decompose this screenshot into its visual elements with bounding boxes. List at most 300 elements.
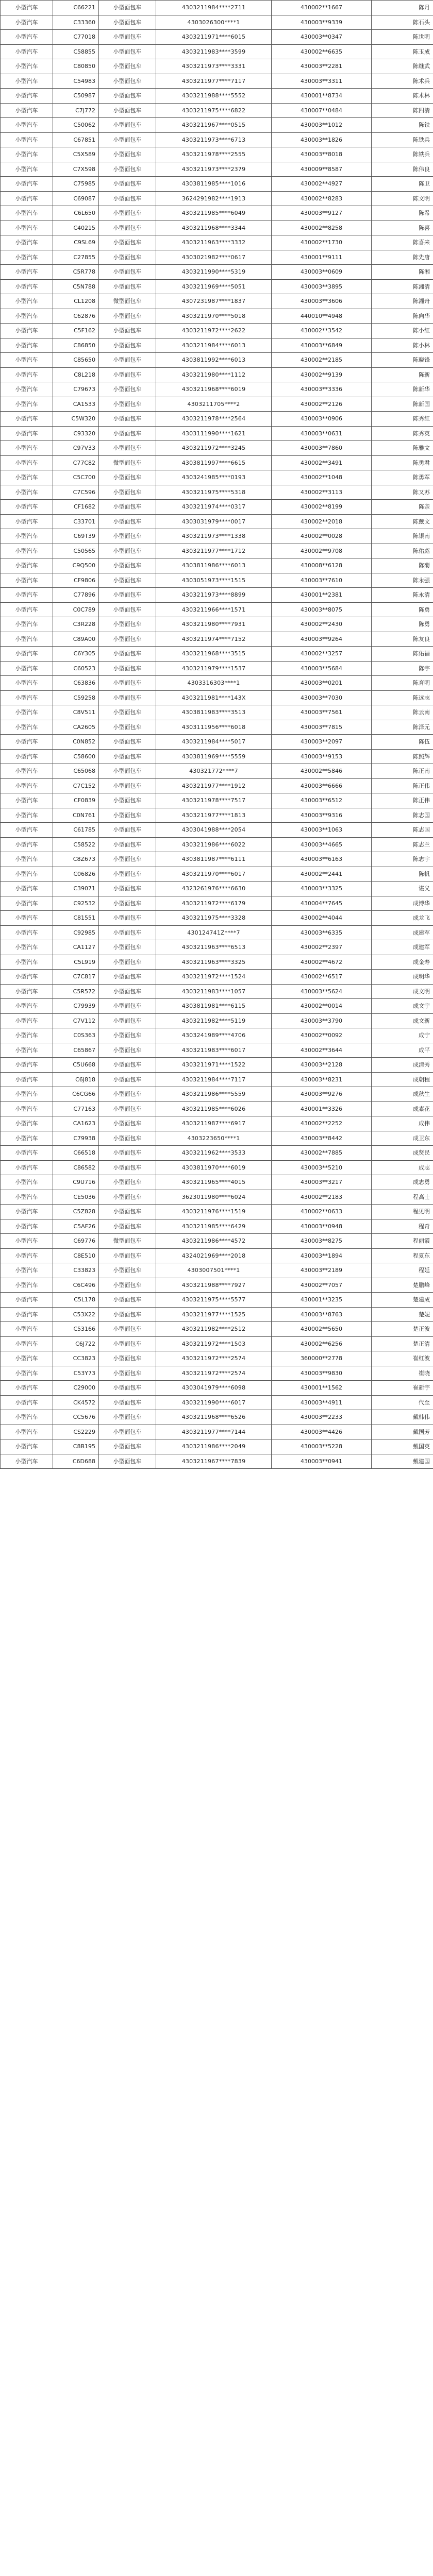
table-row: [1, 676, 433, 691]
table-row: [1, 1307, 433, 1322]
owner-name-cell: 陈又苏: [372, 485, 433, 500]
vehicle-model-cell: 小型面包车: [99, 705, 156, 720]
owner-name-cell: 陈文明: [372, 191, 433, 206]
table-row: [1, 808, 433, 823]
owner-name-cell: 陈佑彪: [372, 544, 433, 558]
phone-number-cell: 430003**9153: [272, 749, 372, 764]
owner-name-cell: 陈继武: [372, 59, 433, 74]
vehicle-type-cell: 小型汽车: [1, 1101, 53, 1116]
owner-name-cell: 陈亲: [372, 500, 433, 515]
vehicle-type-cell: 小型汽车: [1, 1439, 53, 1454]
vehicle-model-cell: 小型面包车: [99, 338, 156, 353]
phone-number-cell: 430003**9316: [272, 808, 372, 823]
plate-number-cell: C5F162: [53, 324, 99, 338]
id-number-cell: 4303211977****7144: [156, 1425, 272, 1439]
vehicle-model-cell: 小型面包车: [99, 470, 156, 485]
phone-number-cell: 430003**9264: [272, 632, 372, 647]
table-row: [1, 1248, 433, 1263]
owner-name-cell: 陈远志: [372, 690, 433, 705]
vehicle-model-cell: 小型面包车: [99, 1160, 156, 1175]
vehicle-type-cell: 小型汽车: [1, 925, 53, 940]
table-row: [1, 1425, 433, 1439]
id-number-cell: 4303811983****3513: [156, 705, 272, 720]
vehicle-model-cell: 小型面包车: [99, 1190, 156, 1205]
owner-name-cell: 陈银南: [372, 529, 433, 544]
vehicle-type-cell: 小型汽车: [1, 426, 53, 441]
vehicle-type-cell: 小型汽车: [1, 896, 53, 911]
vehicle-model-cell: 小型面包车: [99, 984, 156, 999]
plate-number-cell: C7C152: [53, 778, 99, 793]
owner-name-cell: 戴国英: [372, 1439, 433, 1454]
owner-name-cell: 陈勇: [372, 602, 433, 617]
phone-number-cell: 430004**7645: [272, 896, 372, 911]
phone-number-cell: 430002**8258: [272, 221, 372, 235]
vehicle-model-cell: 小型面包车: [99, 1013, 156, 1028]
owner-name-cell: 陈新国: [372, 397, 433, 412]
vehicle-model-cell: 小型面包车: [99, 1043, 156, 1058]
table-row: [1, 1190, 433, 1205]
owner-name-cell: 楚鹏峰: [372, 1278, 433, 1293]
id-number-cell: 4303211970****6017: [156, 867, 272, 882]
phone-number-cell: 430002**2185: [272, 353, 372, 368]
plate-number-cell: C69T39: [53, 529, 99, 544]
plate-number-cell: C61785: [53, 823, 99, 838]
vehicle-type-cell: 小型汽车: [1, 793, 53, 808]
owner-name-cell: 程延: [372, 1263, 433, 1278]
phone-number-cell: 430001**3235: [272, 1293, 372, 1308]
vehicle-type-cell: 小型汽车: [1, 867, 53, 882]
id-number-cell: 4303211972****2574: [156, 1351, 272, 1366]
vehicle-type-cell: 小型汽车: [1, 1234, 53, 1249]
phone-number-cell: 430002**2126: [272, 397, 372, 412]
phone-number-cell: 430007**0484: [272, 103, 372, 118]
owner-name-cell: 成宁: [372, 1028, 433, 1043]
table-row: [1, 162, 433, 177]
owner-name-cell: 陈新华: [372, 382, 433, 397]
id-number-cell: 4303211977****1912: [156, 778, 272, 793]
id-number-cell: 4303211969****5051: [156, 279, 272, 294]
vehicle-model-cell: 小型面包车: [99, 426, 156, 441]
vehicle-type-cell: 小型汽车: [1, 529, 53, 544]
vehicle-type-cell: 小型汽车: [1, 44, 53, 59]
id-number-cell: 4303111956****6018: [156, 720, 272, 735]
table-row: [1, 1205, 433, 1219]
owner-name-cell: 成清秀: [372, 1058, 433, 1073]
owner-name-cell: 楚正清: [372, 1336, 433, 1351]
phone-number-cell: 430002**1730: [272, 235, 372, 250]
plate-number-cell: C5X589: [53, 147, 99, 162]
vehicle-type-cell: 小型汽车: [1, 749, 53, 764]
phone-number-cell: 430002**4044: [272, 911, 372, 926]
vehicle-type-cell: 小型汽车: [1, 882, 53, 896]
vehicle-model-cell: 小型面包车: [99, 324, 156, 338]
vehicle-type-cell: 小型汽车: [1, 1072, 53, 1087]
vehicle-model-cell: 小型面包车: [99, 1219, 156, 1234]
table-row: [1, 573, 433, 588]
phone-number-cell: 430002**4672: [272, 955, 372, 970]
vehicle-model-cell: 小型面包车: [99, 221, 156, 235]
vehicle-type-cell: 小型汽车: [1, 177, 53, 192]
vehicle-type-cell: 小型汽车: [1, 573, 53, 588]
vehicle-type-cell: 小型汽车: [1, 59, 53, 74]
vehicle-type-cell: 小型汽车: [1, 1248, 53, 1263]
vehicle-type-cell: 小型汽车: [1, 324, 53, 338]
table-row: [1, 147, 433, 162]
plate-number-cell: C6D688: [53, 1454, 99, 1469]
vehicle-type-cell: 小型汽车: [1, 837, 53, 852]
id-number-cell: 4303811997****6615: [156, 455, 272, 470]
vehicle-model-cell: 小型面包车: [99, 793, 156, 808]
vehicle-model-cell: 小型面包车: [99, 309, 156, 324]
plate-number-cell: CL1208: [53, 294, 99, 309]
plate-number-cell: C77163: [53, 1101, 99, 1116]
vehicle-type-cell: 小型汽车: [1, 1293, 53, 1308]
plate-number-cell: C29000: [53, 1381, 99, 1396]
phone-number-cell: 430003**7815: [272, 720, 372, 735]
table-row: [1, 955, 433, 970]
owner-name-cell: 程夏东: [372, 1248, 433, 1263]
owner-name-cell: 陈石头: [372, 15, 433, 30]
id-number-cell: 4303211975****6822: [156, 103, 272, 118]
plate-number-cell: C7X598: [53, 162, 99, 177]
id-number-cell: 4303241985****0193: [156, 470, 272, 485]
vehicle-type-cell: 小型汽车: [1, 1058, 53, 1073]
vehicle-type-cell: 小型汽车: [1, 1087, 53, 1102]
phone-number-cell: 430002**9708: [272, 544, 372, 558]
vehicle-type-cell: 小型汽车: [1, 1425, 53, 1439]
phone-number-cell: 430003**2233: [272, 1410, 372, 1425]
vehicle-model-cell: 小型面包车: [99, 397, 156, 412]
id-number-cell: 4303211980****1112: [156, 367, 272, 382]
vehicle-type-cell: 小型汽车: [1, 911, 53, 926]
plate-number-cell: C5Z828: [53, 1205, 99, 1219]
id-number-cell: 4303211986****2049: [156, 1439, 272, 1454]
owner-name-cell: 陈术林: [372, 89, 433, 104]
owner-name-cell: 楚建成: [372, 1293, 433, 1308]
owner-name-cell: 成文新: [372, 1013, 433, 1028]
vehicle-model-cell: 小型面包车: [99, 808, 156, 823]
plate-number-cell: CF0839: [53, 793, 99, 808]
id-number-cell: 3623011980****6024: [156, 1190, 272, 1205]
phone-number-cell: 430002**3491: [272, 455, 372, 470]
phone-number-cell: 430002**2441: [272, 867, 372, 882]
vehicle-model-cell: 小型面包车: [99, 59, 156, 74]
plate-number-cell: CC3823: [53, 1351, 99, 1366]
vehicle-model-cell: 小型面包车: [99, 1351, 156, 1366]
vehicle-model-cell: 小型面包车: [99, 1336, 156, 1351]
vehicle-type-cell: 小型汽车: [1, 206, 53, 221]
phone-number-cell: 430003**5210: [272, 1160, 372, 1175]
id-number-cell: 4303211985****6049: [156, 206, 272, 221]
id-number-cell: 4303211968****6019: [156, 382, 272, 397]
owner-name-cell: 陈希: [372, 206, 433, 221]
plate-number-cell: C89A00: [53, 632, 99, 647]
id-number-cell: 4303211985****6429: [156, 1219, 272, 1234]
id-number-cell: 4303211972****3245: [156, 441, 272, 456]
table-row: [1, 690, 433, 705]
plate-number-cell: C63836: [53, 676, 99, 691]
phone-number-cell: 430001**2381: [272, 588, 372, 603]
vehicle-model-cell: 小型面包车: [99, 940, 156, 955]
table-row: [1, 412, 433, 427]
vehicle-type-cell: 小型汽车: [1, 1410, 53, 1425]
owner-name-cell: 陈永强: [372, 573, 433, 588]
plate-number-cell: C5AF26: [53, 1219, 99, 1234]
owner-name-cell: 崔红波: [372, 1351, 433, 1366]
phone-number-cell: 430003**4426: [272, 1425, 372, 1439]
vehicle-type-cell: 小型汽车: [1, 89, 53, 104]
phone-number-cell: 430003**0631: [272, 426, 372, 441]
table-row: [1, 514, 433, 529]
vehicle-model-cell: 小型面包车: [99, 588, 156, 603]
plate-number-cell: C77018: [53, 30, 99, 45]
phone-number-cell: 430003**5228: [272, 1439, 372, 1454]
vehicle-model-cell: 小型面包车: [99, 1278, 156, 1293]
vehicle-type-cell: 小型汽车: [1, 74, 53, 89]
id-number-cell: 4303211988****7927: [156, 1278, 272, 1293]
plate-number-cell: C53Y73: [53, 1366, 99, 1381]
id-number-cell: 4303211973****2379: [156, 162, 272, 177]
id-number-cell: 4303211978****2555: [156, 147, 272, 162]
phone-number-cell: 430009**8587: [272, 162, 372, 177]
id-number-cell: 4303211972****2622: [156, 324, 272, 338]
vehicle-model-cell: 小型面包车: [99, 1072, 156, 1087]
vehicle-type-cell: 小型汽车: [1, 338, 53, 353]
table-row: [1, 1072, 433, 1087]
owner-name-cell: 陈永清: [372, 588, 433, 603]
plate-number-cell: C3R228: [53, 617, 99, 632]
id-number-cell: 4303211973****3331: [156, 59, 272, 74]
vehicle-type-cell: 小型汽车: [1, 955, 53, 970]
phone-number-cell: 430002**1048: [272, 470, 372, 485]
owner-name-cell: 陈正伟: [372, 793, 433, 808]
table-row: [1, 426, 433, 441]
owner-name-cell: 谌义: [372, 882, 433, 896]
vehicle-type-cell: 小型汽车: [1, 132, 53, 147]
plate-number-cell: C27855: [53, 250, 99, 265]
plate-number-cell: CA1533: [53, 397, 99, 412]
id-number-cell: 4303811981****6115: [156, 999, 272, 1014]
owner-name-cell: 成建军: [372, 940, 433, 955]
table-row: [1, 118, 433, 133]
table-row: [1, 89, 433, 104]
vehicle-type-cell: 小型汽车: [1, 544, 53, 558]
id-number-cell: 4303211979****1537: [156, 661, 272, 676]
plate-number-cell: C80850: [53, 59, 99, 74]
phone-number-cell: 430001**8734: [272, 89, 372, 104]
owner-name-cell: 楚正波: [372, 1322, 433, 1337]
vehicle-model-cell: 小型面包车: [99, 573, 156, 588]
vehicle-model-cell: 小型面包车: [99, 500, 156, 515]
id-number-cell: 4303211988****5552: [156, 89, 272, 104]
vehicle-type-cell: 小型汽车: [1, 1454, 53, 1469]
vehicle-type-cell: 小型汽车: [1, 191, 53, 206]
table-row: [1, 500, 433, 515]
vehicle-model-cell: 小型面包车: [99, 1205, 156, 1219]
table-row: [1, 44, 433, 59]
vehicle-type-cell: 小型汽车: [1, 1395, 53, 1410]
phone-number-cell: 430003**9127: [272, 206, 372, 221]
plate-number-cell: C69776: [53, 1234, 99, 1249]
vehicle-type-cell: 小型汽车: [1, 30, 53, 45]
plate-number-cell: CK4572: [53, 1395, 99, 1410]
plate-number-cell: C39071: [53, 882, 99, 896]
owner-name-cell: 成平: [372, 1043, 433, 1058]
owner-name-cell: 陈正南: [372, 764, 433, 779]
vehicle-type-cell: 小型汽车: [1, 250, 53, 265]
id-number-cell: 3624291982****1913: [156, 191, 272, 206]
phone-number-cell: 430002**2397: [272, 940, 372, 955]
owner-name-cell: 戴国芳: [372, 1425, 433, 1439]
id-number-cell: 4303211984****7117: [156, 1072, 272, 1087]
owner-name-cell: 陈菊: [372, 558, 433, 573]
id-number-cell: 4303211973****8899: [156, 588, 272, 603]
id-number-cell: 4303211963****3325: [156, 955, 272, 970]
id-number-cell: 4303811969****5559: [156, 749, 272, 764]
phone-number-cell: 430003**0347: [272, 30, 372, 45]
phone-number-cell: 430003**8763: [272, 1307, 372, 1322]
phone-number-cell: 430003**1894: [272, 1248, 372, 1263]
owner-name-cell: 崔晓: [372, 1366, 433, 1381]
phone-number-cell: 430003**8275: [272, 1234, 372, 1249]
table-row: [1, 1219, 433, 1234]
vehicle-model-cell: 小型面包车: [99, 441, 156, 456]
owner-name-cell: 成志勇: [372, 1175, 433, 1190]
table-row: [1, 558, 433, 573]
vehicle-type-cell: 小型汽车: [1, 382, 53, 397]
owner-name-cell: 陈湘舟: [372, 294, 433, 309]
phone-number-cell: 430002**2018: [272, 514, 372, 529]
plate-number-cell: C6L650: [53, 206, 99, 221]
plate-number-cell: C5R572: [53, 984, 99, 999]
vehicle-type-cell: 小型汽车: [1, 1322, 53, 1337]
plate-number-cell: C6J818: [53, 1072, 99, 1087]
phone-number-cell: 430008**6128: [272, 558, 372, 573]
id-number-cell: 4303211986****6022: [156, 837, 272, 852]
table-row: [1, 852, 433, 867]
phone-number-cell: 430002**0014: [272, 999, 372, 1014]
table-row: [1, 1101, 433, 1116]
table-row: [1, 705, 433, 720]
phone-number-cell: 430001**9111: [272, 250, 372, 265]
vehicle-model-cell: 小型面包车: [99, 485, 156, 500]
phone-number-cell: 430003**4911: [272, 1395, 372, 1410]
vehicle-model-cell: 小型面包车: [99, 837, 156, 852]
plate-number-cell: C06826: [53, 867, 99, 882]
owner-name-cell: 成朝程: [372, 1072, 433, 1087]
vehicle-model-cell: 小型面包车: [99, 1439, 156, 1454]
plate-number-cell: C5L178: [53, 1293, 99, 1308]
id-number-cell: 4303223650****1: [156, 1131, 272, 1146]
id-number-cell: 4303211973****1338: [156, 529, 272, 544]
phone-number-cell: 430003**5624: [272, 984, 372, 999]
id-number-cell: 4303211974****0317: [156, 500, 272, 515]
owner-name-cell: 陈佑福: [372, 647, 433, 662]
owner-name-cell: 陈伍: [372, 735, 433, 750]
id-number-cell: 4303211986****5559: [156, 1087, 272, 1102]
plate-number-cell: C8E510: [53, 1248, 99, 1263]
owner-name-cell: 陈雅文: [372, 441, 433, 456]
table-row: [1, 1293, 433, 1308]
phone-number-cell: 430003**8442: [272, 1131, 372, 1146]
plate-number-cell: C77C82: [53, 455, 99, 470]
table-row: [1, 59, 433, 74]
vehicle-model-cell: 小型面包车: [99, 412, 156, 427]
plate-number-cell: CC5676: [53, 1410, 99, 1425]
owner-name-cell: 陈勇君: [372, 455, 433, 470]
phone-number-cell: 430003**3895: [272, 279, 372, 294]
vehicle-type-cell: 小型汽车: [1, 764, 53, 779]
table-row: [1, 602, 433, 617]
owner-name-cell: 成志: [372, 1160, 433, 1175]
plate-number-cell: C66518: [53, 1146, 99, 1161]
phone-number-cell: 430003**1063: [272, 823, 372, 838]
plate-number-cell: C5W320: [53, 412, 99, 427]
phone-number-cell: 430002**9139: [272, 367, 372, 382]
vehicle-model-cell: 小型面包车: [99, 132, 156, 147]
phone-number-cell: 430003**3311: [272, 74, 372, 89]
table-row: [1, 823, 433, 838]
phone-number-cell: 430003**5684: [272, 661, 372, 676]
vehicle-type-cell: 小型汽车: [1, 162, 53, 177]
vehicle-model-cell: 微型面包车: [99, 455, 156, 470]
plate-number-cell: C50565: [53, 544, 99, 558]
owner-name-cell: 成秋生: [372, 1087, 433, 1102]
vehicle-type-cell: 小型汽车: [1, 1366, 53, 1381]
id-number-cell: 4303007501****1: [156, 1263, 272, 1278]
id-number-cell: 4303211976****1519: [156, 1205, 272, 1219]
phone-number-cell: 430003**8075: [272, 602, 372, 617]
vehicle-model-cell: 小型面包车: [99, 852, 156, 867]
phone-number-cell: 430002**3113: [272, 485, 372, 500]
vehicle-type-cell: 小型汽车: [1, 1278, 53, 1293]
table-row: [1, 1381, 433, 1396]
table-row: [1, 1263, 433, 1278]
owner-name-cell: 陈铁: [372, 118, 433, 133]
id-number-cell: 4303041979****6098: [156, 1381, 272, 1396]
table-row: [1, 632, 433, 647]
owner-name-cell: 戴建国: [372, 1454, 433, 1469]
phone-number-cell: 430003**7030: [272, 690, 372, 705]
vehicle-model-cell: 小型面包车: [99, 647, 156, 662]
table-row: [1, 896, 433, 911]
vehicle-type-cell: 小型汽车: [1, 720, 53, 735]
vehicle-type-cell: 小型汽车: [1, 1219, 53, 1234]
vehicle-model-cell: 小型面包车: [99, 955, 156, 970]
phone-number-cell: 430003**0941: [272, 1454, 372, 1469]
owner-name-cell: 陈先唐: [372, 250, 433, 265]
owner-name-cell: 成伟: [372, 1116, 433, 1131]
owner-name-cell: 陈云南: [372, 705, 433, 720]
id-number-cell: 4303211985****6026: [156, 1101, 272, 1116]
phone-number-cell: 430002**6517: [272, 970, 372, 985]
table-row: [1, 324, 433, 338]
vehicle-type-cell: 小型汽车: [1, 1307, 53, 1322]
phone-number-cell: 430002**8199: [272, 500, 372, 515]
id-number-cell: 4303211968****6526: [156, 1410, 272, 1425]
plate-number-cell: C6J722: [53, 1336, 99, 1351]
phone-number-cell: 430002**6256: [272, 1336, 372, 1351]
vehicle-type-cell: 小型汽车: [1, 1160, 53, 1175]
phone-number-cell: 430003**6666: [272, 778, 372, 793]
plate-number-cell: C97V33: [53, 441, 99, 456]
id-number-cell: 4303211983****6017: [156, 1043, 272, 1058]
vehicle-type-cell: 小型汽车: [1, 265, 53, 280]
table-row: [1, 1234, 433, 1249]
id-number-cell: 4303211984****2711: [156, 1, 272, 15]
table-row: [1, 1043, 433, 1058]
table-row: [1, 1410, 433, 1425]
